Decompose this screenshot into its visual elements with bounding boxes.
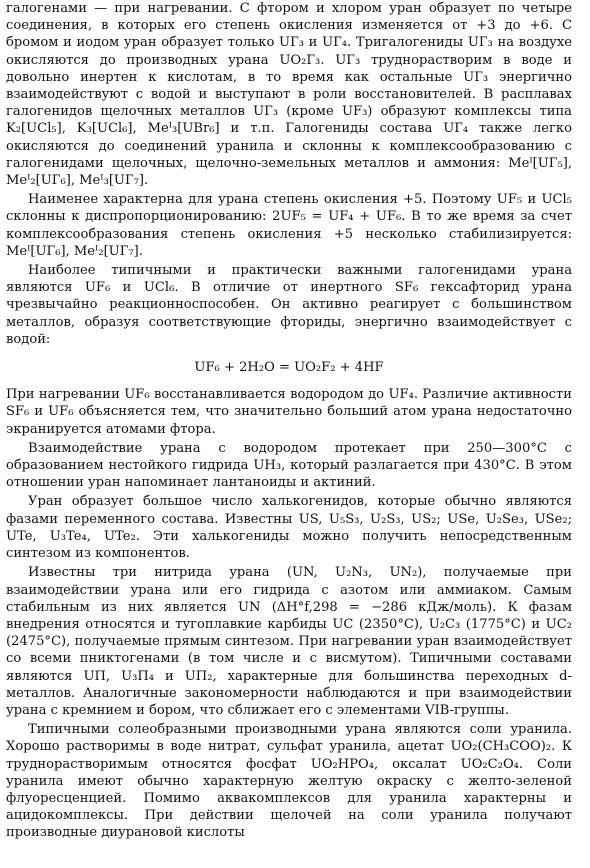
paragraph-chalcogenides: Уран образует большое число халькогенидов, которые обычно являются фазами переменного состава. Известны US, U₅S₃, U₂S₃, US₂; USe, U₂Se₃, USe₂; UTe, U₃Te₄, UTe₂. Эти халькогениды можно получить непосредственным синтезом из компонентов. bbox=[6, 494, 572, 562]
paragraph-uranyl-salts: Типичными солеобразными производными урана являются соли уранила. Хорошо растворимы в воде нитрат, сульфат уранила, ацетат UO₂(CH₃COO)₂. К труднорастворимым относятся фосфат UO₂HPO₄, оксалат UO₂C₂O₄. Соли уранила имеют обычно характерную желтую окраску с желто-зеленой флуоресценцией. Помимо аквакомплексов для уранила характерны и ацидокомплексы. При действии щелочей на соли уранила получают производные диурановой кислоты bbox=[6, 722, 572, 841]
paragraph-hexafluoride: Наиболее типичными и практически важными галогенидами урана являются UF₆ и UCl₆. В отличие от инертного SF₆ гексафторид урана чрезвычайно реакционноспособен. Он активно реагирует с большинством металлов, образуя соответствующие фториды, энергично взаимодействует с водой: bbox=[6, 263, 572, 347]
paragraph-uranium-halides: галогенами — при нагревании. С фтором и хлором уран образует по четыре соединения, в которых его степень окисления изменяется от +3 до +6. С бромом и иодом уран образует только UГ₃ и UГ₄. Тригалогениды UГ₃ на воздухе окисляются до производных урана UO₂Г₃. UГ₃ труднорастворим в воде и довольно инертен к кислотам, в то время как остальные UГ₃ энергично взаимодействуют с водой и выступают в роли восстановителей. В расплавах галогенидов щелочных металлов UГ₃ (кроме UF₃) образуют комплексы типа K₂[UCl₅], K₃[UCl₆], Meᴵ₃[UBr₆] и т.п. Галогениды состава UГ₄ также легко окисляются до соединений уранила и склонны к комплексообразованию с галогенидами щелочных, щелочно-земельных металлов и аммония: Meᴵ[UГ₅], Meᴵ₂[UГ₆], Meᴵ₃[UГ₇]. bbox=[6, 1, 572, 189]
equation-uf6-hydrolysis: UF₆ + 2H₂O = UO₂F₂ + 4HF bbox=[194, 360, 384, 376]
paragraph-oxidation-state-5: Наименее характерна для урана степень окисления +5. Поэтому UF₅ и UCl₅ склонны к диспропорционированию: 2UF₅ = UF₄ + UF₆. В то же время за счет комплексообразования степень окисления +5 несколько стабилизируется: Meᴵ[UГ₆], Meᴵ₂[UГ₇]. bbox=[6, 192, 572, 259]
paragraph-hydride: Взаимодействие урана с водородом протекает при 250—300°С с образованием нестойкого гидрида UH₃, который разлагается при 430°С. В этом отношении уран напоминает лантаноиды и актиний. bbox=[6, 440, 572, 491]
paragraph-uf6-reduction: При нагревании UF₆ восстанавливается водородом до UF₄. Различие активности SF₆ и UF₆ объясняется тем, что значительно больший атом урана недостаточно экранируется атомами фтора. bbox=[6, 387, 572, 437]
paragraph-nitrides-carbides: Известны три нитрида урана (UN, U₂N₃, UN₂), получаемые при взаимодействии урана или его гидрида с азотом или аммиаком. Самым стабильным из них является UN (ΔH°f,298 = −286 кДж/моль). К фазам внедрения относятся и тугоплавкие карбиды UC (2350°С), U₂C₃ (1775°С) и UC₂ (2475°С), получаемые прямым синтезом. При нагревании уран взаимодействует со всеми пниктогенами (в том числе и с висмутом). Типичными составами являются UП, U₃П₄ и UП₂, характерные для большинства переходных d-металлов. Аналогичные закономерности наблюдаются и при взаимодействии урана с кремнием и бором, что сближает его с элементами VIB-группы. bbox=[6, 565, 572, 718]
